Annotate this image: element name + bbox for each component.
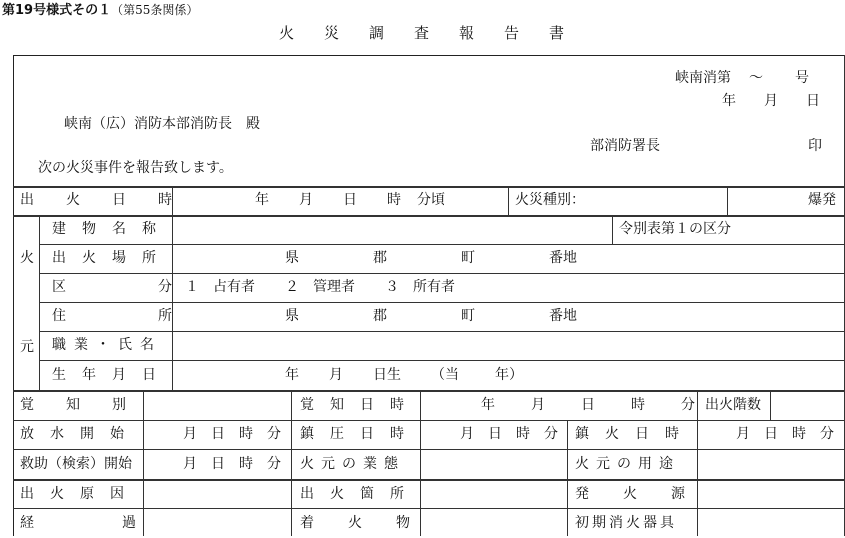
water-start-label: 放 水 開 始 bbox=[20, 426, 124, 442]
fire-floor-label: 出火階数 bbox=[705, 397, 761, 413]
address-label: 住 所 bbox=[52, 308, 172, 324]
fire-date-fields[interactable]: 年 月 日 時 分頃 bbox=[255, 192, 445, 208]
fire-location-label: 出 火 場 所 bbox=[52, 250, 156, 266]
report-date: 年 月 日 bbox=[722, 93, 820, 109]
address-fields[interactable]: 県 郡 町 番地 bbox=[285, 308, 577, 324]
suppression-time-fields[interactable]: 月 日 時 分 bbox=[460, 426, 558, 442]
origin-business-label: 火 元 の 業 態 bbox=[300, 456, 398, 472]
awareness-time-label: 覚 知 日 時 bbox=[300, 397, 404, 413]
birthdate-fields[interactable]: 年 月 日生 （当 年） bbox=[285, 367, 523, 383]
ordinance-category: 令別表第１の区分 bbox=[619, 221, 731, 237]
building-name-label: 建 物 名 称 bbox=[52, 221, 156, 237]
intro-text: 次の火災事件を報告致します。 bbox=[38, 160, 233, 176]
awareness-time-fields[interactable]: 年 月 日 時 分 bbox=[481, 397, 695, 413]
ignited-material-label: 着 火 物 bbox=[300, 515, 410, 531]
signer-office: 部消防署長 bbox=[590, 138, 660, 154]
suppression-time-label: 鎮 圧 日 時 bbox=[300, 426, 404, 442]
fire-date-label: 出 火 日 時 bbox=[20, 192, 172, 208]
origin-usage-label: 火 元 の 用 途 bbox=[575, 456, 673, 472]
fire-type-label: 火災種別： bbox=[515, 192, 585, 208]
addressee: 峡南（広）消防本部消防長 殿 bbox=[64, 116, 260, 132]
progress-label: 経 過 bbox=[20, 515, 136, 531]
birthdate-label: 生 年 月 日 bbox=[52, 367, 156, 383]
rescue-start-fields[interactable]: 月 日 時 分 bbox=[183, 456, 281, 472]
initial-extinguisher-label: 初 期 消 火 器 具 bbox=[575, 515, 674, 531]
form-number: 第19号様式その１（第55条関係） bbox=[2, 3, 199, 18]
origin-side-label-2: 元 bbox=[20, 339, 34, 355]
rescue-start-label: 救助（検索）開始 bbox=[20, 456, 132, 472]
fire-cause-label: 出 火 原 因 bbox=[20, 486, 124, 502]
occupation-name-label: 職 業 ・ 氏 名 bbox=[52, 337, 154, 353]
page-title: 火 災 調 査 報 告 書 bbox=[278, 24, 567, 42]
extinguish-time-fields[interactable]: 月 日 時 分 bbox=[736, 426, 834, 442]
seal-mark: 印 bbox=[808, 138, 822, 154]
extinguish-time-label: 鎮 火 日 時 bbox=[575, 426, 679, 442]
category-options[interactable]: １ 占有者 ２ 管理者 ３ 所有者 bbox=[185, 279, 455, 295]
awareness-label: 覚 知 別 bbox=[20, 397, 126, 413]
fire-location-fields[interactable]: 県 郡 町 番地 bbox=[285, 250, 577, 266]
origin-side-label-1: 火 bbox=[20, 250, 34, 266]
explosion-label: 爆発 bbox=[808, 192, 836, 208]
ignition-source-label: 発 火 源 bbox=[575, 486, 685, 502]
bureau-number: 峡南消第 ～ 号 bbox=[675, 70, 809, 86]
water-start-fields[interactable]: 月 日 時 分 bbox=[183, 426, 281, 442]
fire-point-label: 出 火 箇 所 bbox=[300, 486, 404, 502]
category-label: 区 分 bbox=[52, 279, 172, 295]
